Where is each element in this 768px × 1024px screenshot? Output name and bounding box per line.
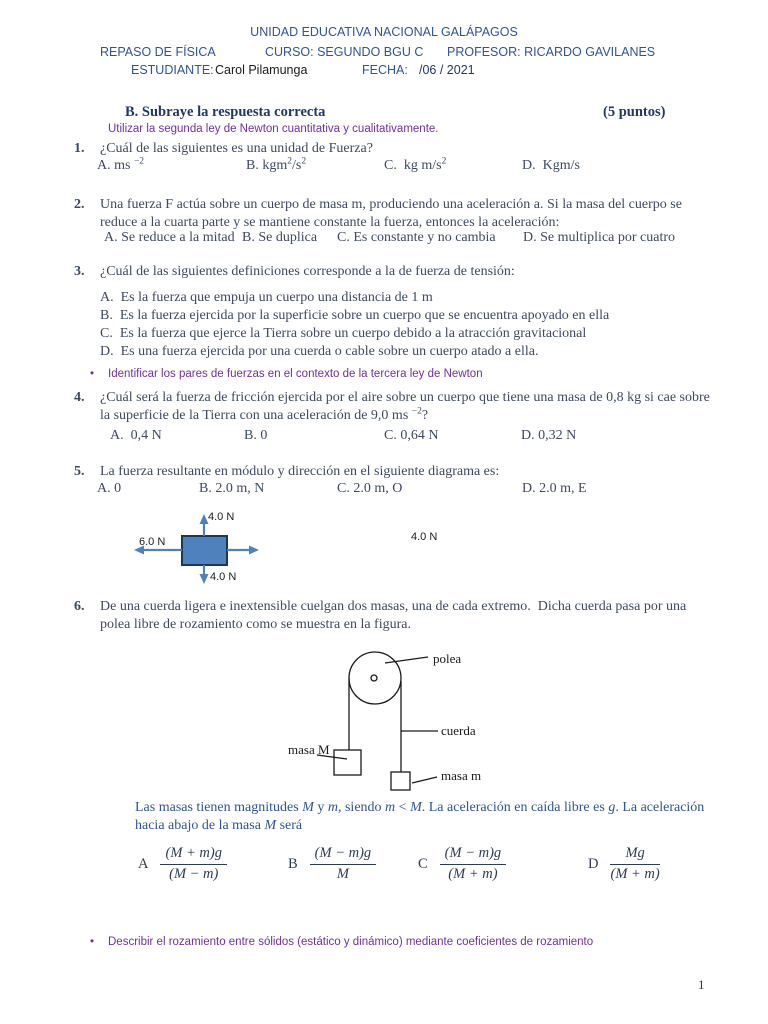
formula-c-letter: C xyxy=(418,855,428,872)
student-name: Carol Pilamunga xyxy=(215,63,308,77)
formula-b-letter: B xyxy=(288,855,298,872)
force-down-label: 4.0 N xyxy=(210,571,237,583)
formula-a-denominator: (M − m) xyxy=(169,866,219,882)
force-left-label: 6.0 N xyxy=(139,536,166,548)
force-right-label: 4.0 N xyxy=(411,531,438,543)
formula-b-numerator: (M − m)g xyxy=(310,845,377,865)
force-right-arrowhead xyxy=(249,546,259,555)
question-5-text: La fuerza resultante en módulo y dirección en el siguiente diagrama es: xyxy=(100,464,500,479)
formula-c-denominator: (M + m) xyxy=(448,866,498,882)
professor-label: PROFESOR: RICARDO GAVILANES xyxy=(447,45,656,59)
question-4-option-a: A. 0,4 N xyxy=(110,428,162,443)
question-5-option-a: A. 0 xyxy=(97,481,122,496)
bullet-icon: • xyxy=(90,368,95,380)
mass-M-box xyxy=(334,750,361,775)
question-2-option-a: A. Se reduce a la mitad xyxy=(104,230,235,245)
question-2 xyxy=(74,196,720,231)
question-4-text: ¿Cuál será la fuerza de fricción ejercida por el aire sobre un cuerpo que tiene una masa de 0,8 kg si cae sobre la superficie de la Tierra con una aceleración de 9,0 ms $^{-2}$? xyxy=(100,390,714,423)
force-up-label: 4.0 N xyxy=(208,511,235,523)
formula-c-numerator: (M − m)g xyxy=(440,845,507,865)
objective-friction-coefficients: Describir el rozamiento entre sólidos (estático y dinámico) mediante coeficientes de rozamiento xyxy=(108,936,594,948)
page-number: 1 xyxy=(698,977,705,992)
formula-a-numerator: (M + m)g xyxy=(160,845,227,865)
date-label: FECHA: xyxy=(362,63,408,77)
bullet-icon: • xyxy=(90,936,95,948)
pulley-axle xyxy=(371,675,377,681)
pulley-wheel xyxy=(349,652,401,704)
question-5-option-b: B. 2.0 m, N xyxy=(199,481,265,496)
section-title: B. Subraye la respuesta correcta xyxy=(125,104,326,120)
question-4-option-c: C. 0,64 N xyxy=(384,428,439,443)
question-2-option-d: D. Se multiplica por cuatro xyxy=(523,230,676,245)
question-6-number: 6. xyxy=(74,599,85,614)
formula-b-denominator: M xyxy=(336,866,349,882)
question-5-option-d: D. 2.0 m, E xyxy=(522,481,587,496)
objective-newton-second-law: Utilizar la segunda ley de Newton cuantitativa y cualitativamente. xyxy=(108,123,439,135)
question-5-number: 5. xyxy=(74,464,85,479)
question-3-option-c: C. Es la fuerza que ejerce la Tierra sobre un cuerpo debido a la atracción gravitacional xyxy=(100,326,587,341)
exam-title: REPASO DE FÍSICA xyxy=(100,45,216,59)
question-3-number: 3. xyxy=(74,264,85,279)
question-3 xyxy=(74,263,718,281)
formula-option-b xyxy=(288,845,376,883)
formula-d-denominator: (M + m) xyxy=(610,866,660,882)
question-4 xyxy=(74,389,720,424)
course-label: CURSO: SEGUNDO BGU C xyxy=(265,45,424,59)
formula-a-fraction xyxy=(160,845,227,883)
question-1 xyxy=(74,140,718,158)
question-3-option-b: B. Es la fuerza ejercida por la superficie sobre un cuerpo que se encuentra apoyado en ella xyxy=(100,308,610,323)
mass-m-pointer-line xyxy=(412,777,437,783)
formula-option-c xyxy=(418,845,506,883)
question-4-option-d: D. 0,32 N xyxy=(521,428,577,443)
question-6-text: De una cuerda ligera e inextensible cuelgan dos masas, una de cada extremo. Dicha cuerda pasa por una polea libre de rozamiento como se muestra en la figura. xyxy=(100,599,690,632)
mass-m-label: masa m xyxy=(441,768,482,783)
rope-label: cuerda xyxy=(441,723,476,738)
question-1-text: ¿Cuál de las siguientes es una unidad de Fuerza? xyxy=(100,141,373,156)
formula-d-fraction xyxy=(610,845,659,883)
school-name: UNIDAD EDUCATIVA NACIONAL GALÁPAGOS xyxy=(250,25,518,39)
section-points: (5 puntos) xyxy=(603,104,666,120)
question-3-text: ¿Cuál de las siguientes definiciones corresponde a la de fuerza de tensión: xyxy=(100,264,515,279)
question-4-number: 4. xyxy=(74,390,85,405)
question-3-option-a: A. Es la fuerza que empuja un cuerpo una distancia de 1 m xyxy=(100,290,433,305)
formula-a-letter: A xyxy=(138,855,149,872)
question-2-option-b: B. Se duplica xyxy=(242,230,318,245)
question-1-option-d: D. Kgm/s xyxy=(522,158,580,173)
objective-newton-third-law: Identificar los pares de fuerzas en el contexto de la tercera ley de Newton xyxy=(108,368,483,380)
mass-M-label: masa M xyxy=(288,742,330,757)
force-down-arrowhead xyxy=(200,574,209,584)
question-1-option-c: C. kg $m/s^2$ xyxy=(384,156,447,173)
formula-option-a xyxy=(138,845,227,883)
question-5 xyxy=(74,463,718,481)
formula-c-fraction xyxy=(440,845,507,883)
formula-d-letter: D xyxy=(588,855,599,872)
mass-m-box xyxy=(391,772,410,790)
question-6 xyxy=(74,598,720,633)
question-5-option-c: C. 2.0 m, O xyxy=(337,481,403,496)
question-1-option-a: A. ms $^{-2}$ xyxy=(97,156,145,173)
formula-d-numerator: Mg xyxy=(610,845,659,865)
student-label: ESTUDIANTE: xyxy=(131,63,214,77)
pulley-label: polea xyxy=(433,651,462,666)
force-box xyxy=(182,536,227,565)
force-diagram xyxy=(120,500,450,600)
question-2-number: 2. xyxy=(74,197,85,212)
formula-b-fraction xyxy=(310,845,377,883)
question-2-option-c: C. Es constante y no cambia xyxy=(337,230,496,245)
question-1-option-b: B. $kgm^2/s^2$ xyxy=(246,156,307,173)
date-value: /06 / 2021 xyxy=(419,63,475,77)
question-1-number: 1. xyxy=(74,141,85,156)
question-4-option-b: B. 0 xyxy=(244,428,268,443)
formula-option-d xyxy=(588,845,660,883)
question-3-option-d: D. Es una fuerza ejercida por una cuerda o cable sobre un cuerpo atado a ella. xyxy=(100,344,539,359)
question-2-text: Una fuerza F actúa sobre un cuerpo de masa m, produciendo una aceleración a. Si la masa del cuerpo se reduce a la cuarta parte y se mantiene constante la fuerza, entonces la aceleración: xyxy=(100,197,686,230)
question-6-statement: Las masas tienen magnitudes M y m, siendo m < M. La aceleración en caída libre es g. La aceleración hacia abajo de la masa M será xyxy=(135,800,705,834)
